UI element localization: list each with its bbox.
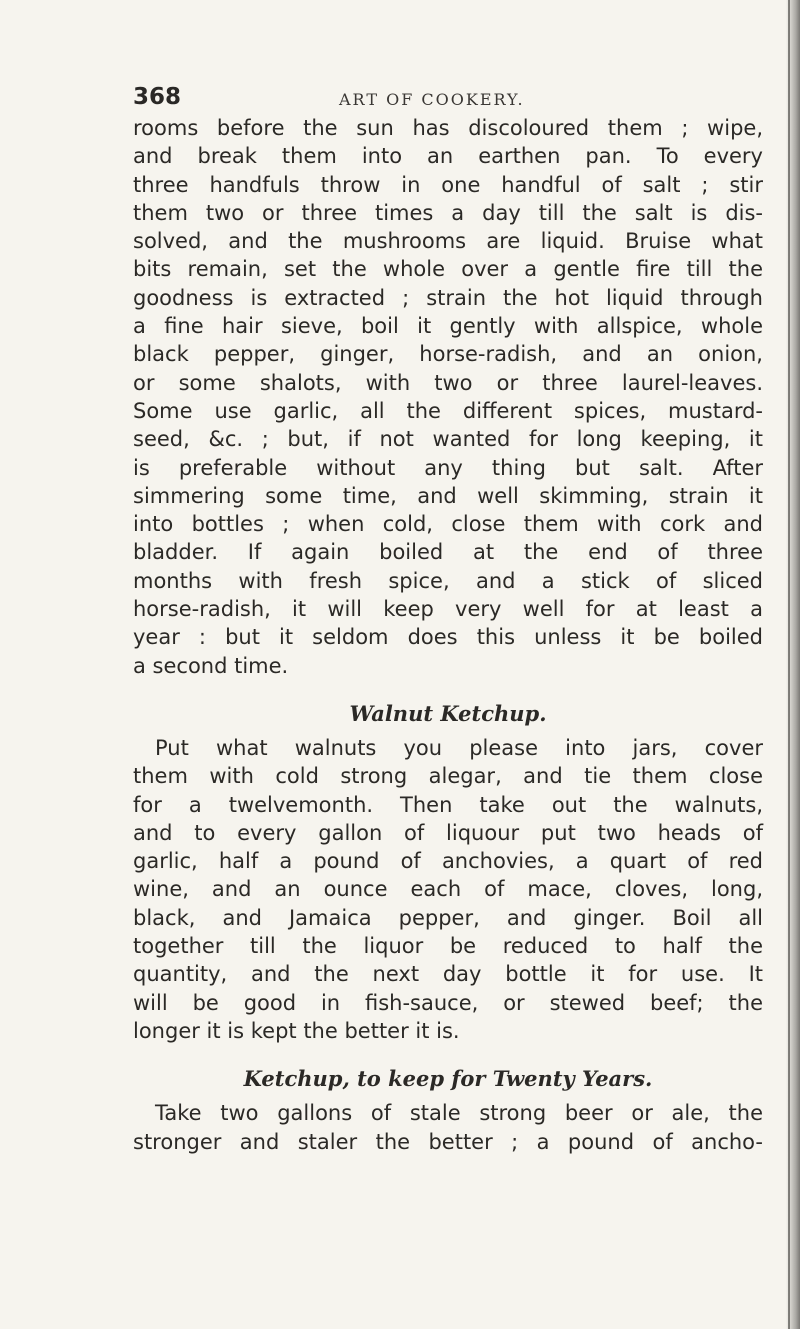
text-line: goodness is extracted ; strain the hot liquid through (133, 285, 763, 310)
text-line: rooms before the sun has discoloured them ; wipe, (133, 116, 763, 140)
text-line: wine, and an ounce each of mace, cloves, long, (133, 877, 763, 902)
text-line: into bottles ; when cold, close them with cork and (133, 512, 763, 537)
page-number: 368 (133, 84, 182, 110)
text-line: simmering some time, and well skimming, strain it (133, 483, 763, 508)
text-line: and break them into an earthen pan. To every (133, 144, 763, 169)
text-line: three handfuls throw in one handful of salt ; stir (133, 172, 763, 197)
text-line: them with cold strong alegar, and tie them close (133, 764, 763, 789)
text-line: will be good in fish-sauce, or stewed beef; the (133, 990, 763, 1015)
text-line: black, and Jamaica pepper, and ginger. Boil all (133, 905, 763, 930)
text-line: months with fresh spice, and a stick of sliced (133, 568, 763, 593)
page-edge (788, 0, 790, 1329)
text-line: and to every gallon of liquour put two heads of (133, 820, 763, 845)
text-line: or some shalots, with two or three laurel-leaves. (133, 370, 763, 395)
text-line: seed, &c. ; but, if not wanted for long keeping, it (133, 427, 763, 452)
text-line: black pepper, ginger, horse-radish, and an onion, (133, 342, 763, 367)
text-line: a fine hair sieve, boil it gently with allspice, whole (133, 314, 763, 339)
text-line: garlic, half a pound of anchovies, a quart of red (133, 849, 763, 874)
text-line: horse-radish, it will keep very well for at least a (133, 597, 763, 622)
text-line: bladder. If again boiled at the end of three (133, 540, 763, 565)
text-line: a second time. (133, 653, 289, 678)
text-line: them two or three times a day till the salt is dis- (133, 200, 763, 225)
recipe-heading-ketchup-twenty-years: Ketchup, to keep for Twenty Years. (243, 1066, 653, 1092)
running-head: ART OF COOKERY. (339, 90, 525, 109)
text-line: Put what walnuts you please into jars, cover (155, 735, 763, 760)
text-line: longer it is kept the better it is. (133, 1018, 460, 1043)
text-line: solved, and the mushrooms are liquid. Bruise what (133, 229, 763, 254)
text-line: for a twelvemonth. Then take out the walnuts, (133, 792, 763, 817)
text-line: together till the liquor be reduced to half the (133, 934, 763, 959)
page-header (133, 84, 753, 116)
text-line: stronger and staler the better ; a pound of ancho- (133, 1129, 763, 1154)
text-line: quantity, and the next day bottle it for use. It (133, 962, 763, 987)
text-line: is preferable without any thing but salt. After (133, 455, 763, 480)
text-line: Take two gallons of stale strong beer or ale, the (155, 1101, 763, 1126)
text-line: Some use garlic, all the different spices, mustard- (133, 398, 763, 423)
recipe-heading-walnut-ketchup: Walnut Ketchup. (349, 700, 547, 726)
page-body (133, 114, 763, 1156)
text-line: year : but it seldom does this unless it be boiled (133, 625, 763, 650)
text-line: bits remain, set the whole over a gentle fire till the (133, 257, 763, 282)
